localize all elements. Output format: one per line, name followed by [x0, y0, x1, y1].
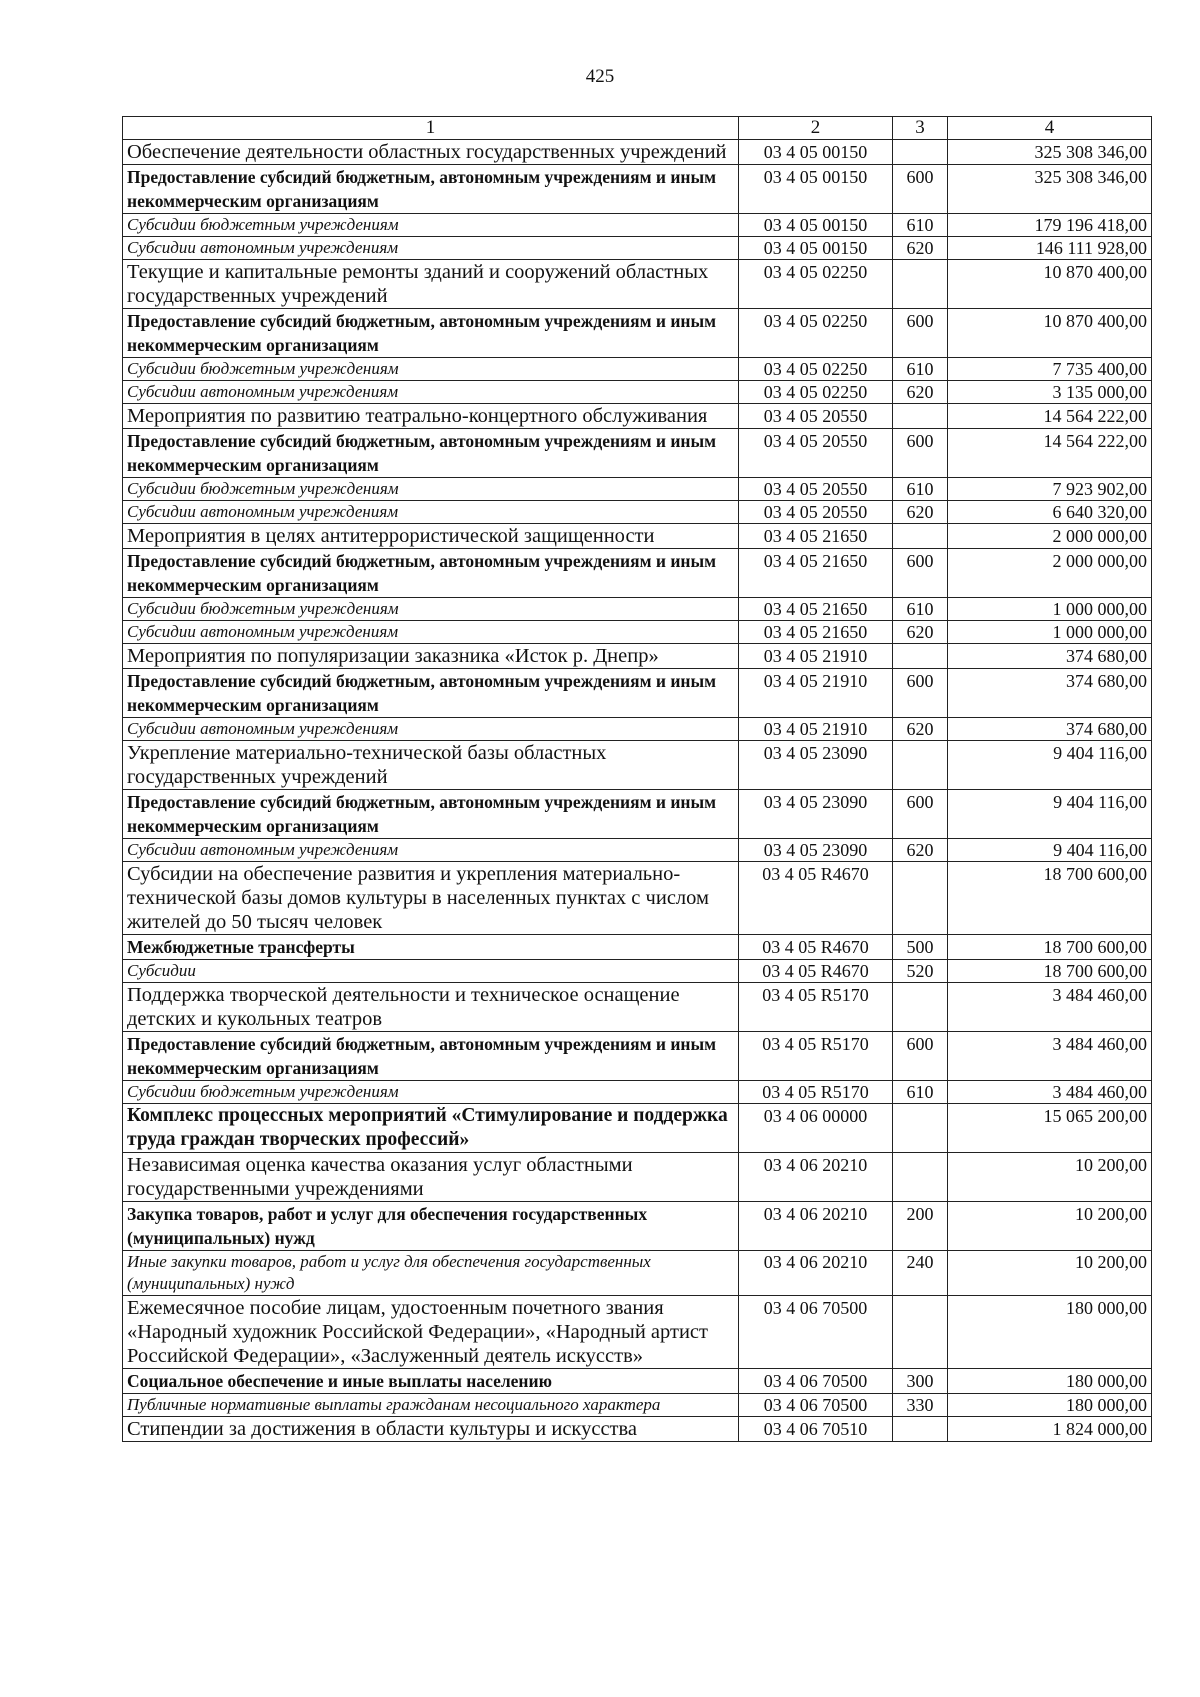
table-row — [123, 1296, 1152, 1369]
table-row — [123, 1394, 1152, 1417]
row-kvr — [893, 983, 948, 1032]
table-row — [123, 644, 1152, 669]
table-row — [123, 960, 1152, 983]
row-kvr: 200 — [893, 1202, 948, 1251]
row-kvr: 620 — [893, 621, 948, 644]
table-row — [123, 309, 1152, 358]
table-row — [123, 140, 1152, 165]
row-name: Субсидии автономным учреждениям — [123, 381, 739, 404]
table-row — [123, 1202, 1152, 1251]
row-amount: 18 700 600,00 — [948, 862, 1152, 935]
row-code: 03 4 05 21650 — [739, 598, 893, 621]
table-row — [123, 260, 1152, 309]
row-name: Субсидии автономным учреждениям — [123, 501, 739, 524]
row-amount: 3 484 460,00 — [948, 1081, 1152, 1104]
table-row — [123, 549, 1152, 598]
table-row — [123, 478, 1152, 501]
table-row — [123, 1251, 1152, 1296]
row-amount: 179 196 418,00 — [948, 214, 1152, 237]
row-amount: 9 404 116,00 — [948, 839, 1152, 862]
row-code: 03 4 05 00150 — [739, 237, 893, 260]
row-code: 03 4 06 20210 — [739, 1251, 893, 1296]
row-kvr — [893, 741, 948, 790]
row-kvr: 500 — [893, 935, 948, 960]
row-name: Текущие и капитальные ремонты зданий и сооружений областных государственных учреждений — [123, 260, 739, 309]
row-code: 03 4 05 R5170 — [739, 1081, 893, 1104]
row-code: 03 4 05 20550 — [739, 478, 893, 501]
row-name: Укрепление материально-технической базы областных государственных учреждений — [123, 741, 739, 790]
row-code: 03 4 06 00000 — [739, 1104, 893, 1153]
row-kvr: 610 — [893, 214, 948, 237]
row-amount: 146 111 928,00 — [948, 237, 1152, 260]
row-kvr: 600 — [893, 309, 948, 358]
row-amount: 14 564 222,00 — [948, 404, 1152, 429]
row-code: 03 4 05 00150 — [739, 214, 893, 237]
table-row — [123, 862, 1152, 935]
header-col-1: 1 — [123, 117, 739, 140]
row-kvr — [893, 1296, 948, 1369]
row-kvr: 330 — [893, 1394, 948, 1417]
row-amount: 374 680,00 — [948, 718, 1152, 741]
row-name: Поддержка творческой деятельности и техническое оснащение детских и кукольных театров — [123, 983, 739, 1032]
row-amount: 7 735 400,00 — [948, 358, 1152, 381]
table-body — [123, 140, 1152, 1442]
row-name: Предоставление субсидий бюджетным, автономным учреждениям и иным некоммерческим организациям — [123, 429, 739, 478]
row-code: 03 4 05 20550 — [739, 429, 893, 478]
row-kvr: 620 — [893, 237, 948, 260]
row-name: Независимая оценка качества оказания услуг областными государственными учреждениями — [123, 1153, 739, 1202]
row-name: Иные закупки товаров, работ и услуг для обеспечения государственных (муниципальных) нужд — [123, 1251, 739, 1296]
row-name: Межбюджетные трансферты — [123, 935, 739, 960]
row-name: Мероприятия в целях антитеррористической защищенности — [123, 524, 739, 549]
row-amount: 325 308 346,00 — [948, 165, 1152, 214]
row-kvr — [893, 1104, 948, 1153]
budget-table — [122, 116, 1152, 1442]
row-kvr: 520 — [893, 960, 948, 983]
row-amount: 10 200,00 — [948, 1153, 1152, 1202]
row-name: Мероприятия по развитию театрально-концертного обслуживания — [123, 404, 739, 429]
row-name: Субсидии бюджетным учреждениям — [123, 478, 739, 501]
table-row — [123, 165, 1152, 214]
row-amount: 18 700 600,00 — [948, 935, 1152, 960]
row-kvr: 300 — [893, 1369, 948, 1394]
row-kvr — [893, 1417, 948, 1442]
row-name: Субсидии автономным учреждениям — [123, 839, 739, 862]
table-row — [123, 381, 1152, 404]
row-code: 03 4 05 R4670 — [739, 862, 893, 935]
row-kvr — [893, 404, 948, 429]
row-amount: 15 065 200,00 — [948, 1104, 1152, 1153]
row-name: Субсидии бюджетным учреждениям — [123, 214, 739, 237]
row-code: 03 4 05 00150 — [739, 165, 893, 214]
header-col-3: 3 — [893, 117, 948, 140]
row-kvr — [893, 260, 948, 309]
row-amount: 374 680,00 — [948, 669, 1152, 718]
row-code: 03 4 05 21910 — [739, 644, 893, 669]
table-row — [123, 404, 1152, 429]
row-amount: 3 135 000,00 — [948, 381, 1152, 404]
row-kvr: 600 — [893, 669, 948, 718]
row-kvr: 620 — [893, 718, 948, 741]
row-code: 03 4 06 70510 — [739, 1417, 893, 1442]
row-kvr: 620 — [893, 381, 948, 404]
row-name: Субсидии автономным учреждениям — [123, 621, 739, 644]
table-row — [123, 1369, 1152, 1394]
row-amount: 6 640 320,00 — [948, 501, 1152, 524]
row-amount: 180 000,00 — [948, 1394, 1152, 1417]
row-code: 03 4 05 21910 — [739, 718, 893, 741]
row-amount: 3 484 460,00 — [948, 1032, 1152, 1081]
row-name: Стипендии за достижения в области культуры и искусства — [123, 1417, 739, 1442]
row-code: 03 4 05 21650 — [739, 524, 893, 549]
table-row — [123, 237, 1152, 260]
row-code: 03 4 05 00150 — [739, 140, 893, 165]
row-amount: 180 000,00 — [948, 1296, 1152, 1369]
row-kvr: 600 — [893, 790, 948, 839]
table-row — [123, 983, 1152, 1032]
row-amount: 9 404 116,00 — [948, 790, 1152, 839]
row-name: Закупка товаров, работ и услуг для обеспечения государственных (муниципальных) нужд — [123, 1202, 739, 1251]
row-code: 03 4 06 70500 — [739, 1296, 893, 1369]
row-code: 03 4 05 20550 — [739, 501, 893, 524]
row-amount: 7 923 902,00 — [948, 478, 1152, 501]
row-code: 03 4 05 02250 — [739, 260, 893, 309]
row-code: 03 4 05 21910 — [739, 669, 893, 718]
row-code: 03 4 05 02250 — [739, 309, 893, 358]
row-code: 03 4 06 20210 — [739, 1153, 893, 1202]
row-code: 03 4 05 R4670 — [739, 960, 893, 983]
row-kvr — [893, 644, 948, 669]
table-row — [123, 429, 1152, 478]
table-row — [123, 358, 1152, 381]
row-amount: 325 308 346,00 — [948, 140, 1152, 165]
row-code: 03 4 05 21650 — [739, 621, 893, 644]
table-row — [123, 935, 1152, 960]
row-amount: 10 200,00 — [948, 1202, 1152, 1251]
row-name: Субсидии — [123, 960, 739, 983]
table-row — [123, 718, 1152, 741]
row-amount: 2 000 000,00 — [948, 549, 1152, 598]
row-amount: 3 484 460,00 — [948, 983, 1152, 1032]
row-name: Ежемесячное пособие лицам, удостоенным почетного звания «Народный художник Российской Федерации», «Народный артист Российской Федерации», «Заслуженный деятель искусств» — [123, 1296, 739, 1369]
row-name: Социальное обеспечение и иные выплаты населению — [123, 1369, 739, 1394]
row-kvr: 600 — [893, 1032, 948, 1081]
row-amount: 14 564 222,00 — [948, 429, 1152, 478]
row-name: Предоставление субсидий бюджетным, автономным учреждениям и иным некоммерческим организациям — [123, 309, 739, 358]
row-kvr: 610 — [893, 358, 948, 381]
table-row — [123, 214, 1152, 237]
row-kvr — [893, 524, 948, 549]
row-kvr: 620 — [893, 501, 948, 524]
row-amount: 10 200,00 — [948, 1251, 1152, 1296]
row-name: Предоставление субсидий бюджетным, автономным учреждениям и иным некоммерческим организациям — [123, 165, 739, 214]
row-code: 03 4 05 02250 — [739, 358, 893, 381]
header-col-2: 2 — [739, 117, 893, 140]
row-code: 03 4 05 23090 — [739, 790, 893, 839]
table-row — [123, 598, 1152, 621]
row-amount: 1 000 000,00 — [948, 621, 1152, 644]
row-name: Предоставление субсидий бюджетным, автономным учреждениям и иным некоммерческим организациям — [123, 669, 739, 718]
page-number: 425 — [585, 66, 615, 87]
row-code: 03 4 05 R5170 — [739, 983, 893, 1032]
row-name: Субсидии автономным учреждениям — [123, 237, 739, 260]
table-row — [123, 1032, 1152, 1081]
row-name: Комплекс процессных мероприятий «Стимулирование и поддержка труда граждан творческих профессий» — [123, 1104, 739, 1153]
row-name: Мероприятия по популяризации заказника «Исток р. Днепр» — [123, 644, 739, 669]
row-kvr: 600 — [893, 549, 948, 598]
row-kvr — [893, 862, 948, 935]
header-col-4: 4 — [948, 117, 1152, 140]
row-kvr: 600 — [893, 165, 948, 214]
row-amount: 18 700 600,00 — [948, 960, 1152, 983]
row-kvr: 240 — [893, 1251, 948, 1296]
row-code: 03 4 05 23090 — [739, 741, 893, 790]
row-amount: 10 870 400,00 — [948, 309, 1152, 358]
row-amount: 10 870 400,00 — [948, 260, 1152, 309]
row-name: Предоставление субсидий бюджетным, автономным учреждениям и иным некоммерческим организациям — [123, 1032, 739, 1081]
row-kvr: 600 — [893, 429, 948, 478]
row-code: 03 4 05 R5170 — [739, 1032, 893, 1081]
row-code: 03 4 05 20550 — [739, 404, 893, 429]
table-row — [123, 1081, 1152, 1104]
table-row — [123, 501, 1152, 524]
row-amount: 180 000,00 — [948, 1369, 1152, 1394]
row-code: 03 4 06 70500 — [739, 1369, 893, 1394]
row-amount: 2 000 000,00 — [948, 524, 1152, 549]
row-kvr: 610 — [893, 478, 948, 501]
row-name: Субсидии бюджетным учреждениям — [123, 358, 739, 381]
table-row — [123, 839, 1152, 862]
row-code: 03 4 05 23090 — [739, 839, 893, 862]
row-code: 03 4 06 70500 — [739, 1394, 893, 1417]
row-kvr — [893, 1153, 948, 1202]
row-name: Субсидии бюджетным учреждениям — [123, 1081, 739, 1104]
row-code: 03 4 05 R4670 — [739, 935, 893, 960]
row-amount: 374 680,00 — [948, 644, 1152, 669]
row-code: 03 4 05 21650 — [739, 549, 893, 598]
row-amount: 1 824 000,00 — [948, 1417, 1152, 1442]
row-name: Предоставление субсидий бюджетным, автономным учреждениям и иным некоммерческим организациям — [123, 549, 739, 598]
table-row — [123, 741, 1152, 790]
row-kvr: 620 — [893, 839, 948, 862]
table-row — [123, 1104, 1152, 1153]
row-name: Обеспечение деятельности областных государственных учреждений — [123, 140, 739, 165]
row-amount: 9 404 116,00 — [948, 741, 1152, 790]
row-kvr: 610 — [893, 598, 948, 621]
row-name: Субсидии автономным учреждениям — [123, 718, 739, 741]
table-row — [123, 1417, 1152, 1442]
row-name: Публичные нормативные выплаты гражданам несоциального характера — [123, 1394, 739, 1417]
row-name: Предоставление субсидий бюджетным, автономным учреждениям и иным некоммерческим организациям — [123, 790, 739, 839]
row-code: 03 4 06 20210 — [739, 1202, 893, 1251]
table-header-row — [123, 117, 1152, 140]
table-row — [123, 790, 1152, 839]
table-row — [123, 1153, 1152, 1202]
row-amount: 1 000 000,00 — [948, 598, 1152, 621]
row-kvr — [893, 140, 948, 165]
row-code: 03 4 05 02250 — [739, 381, 893, 404]
row-kvr: 610 — [893, 1081, 948, 1104]
table-row — [123, 669, 1152, 718]
table-row — [123, 621, 1152, 644]
row-name: Субсидии на обеспечение развития и укрепления материально-технической базы домов культуры в населенных пунктах с числом жителей до 50 тысяч человек — [123, 862, 739, 935]
table-row — [123, 524, 1152, 549]
row-name: Субсидии бюджетным учреждениям — [123, 598, 739, 621]
